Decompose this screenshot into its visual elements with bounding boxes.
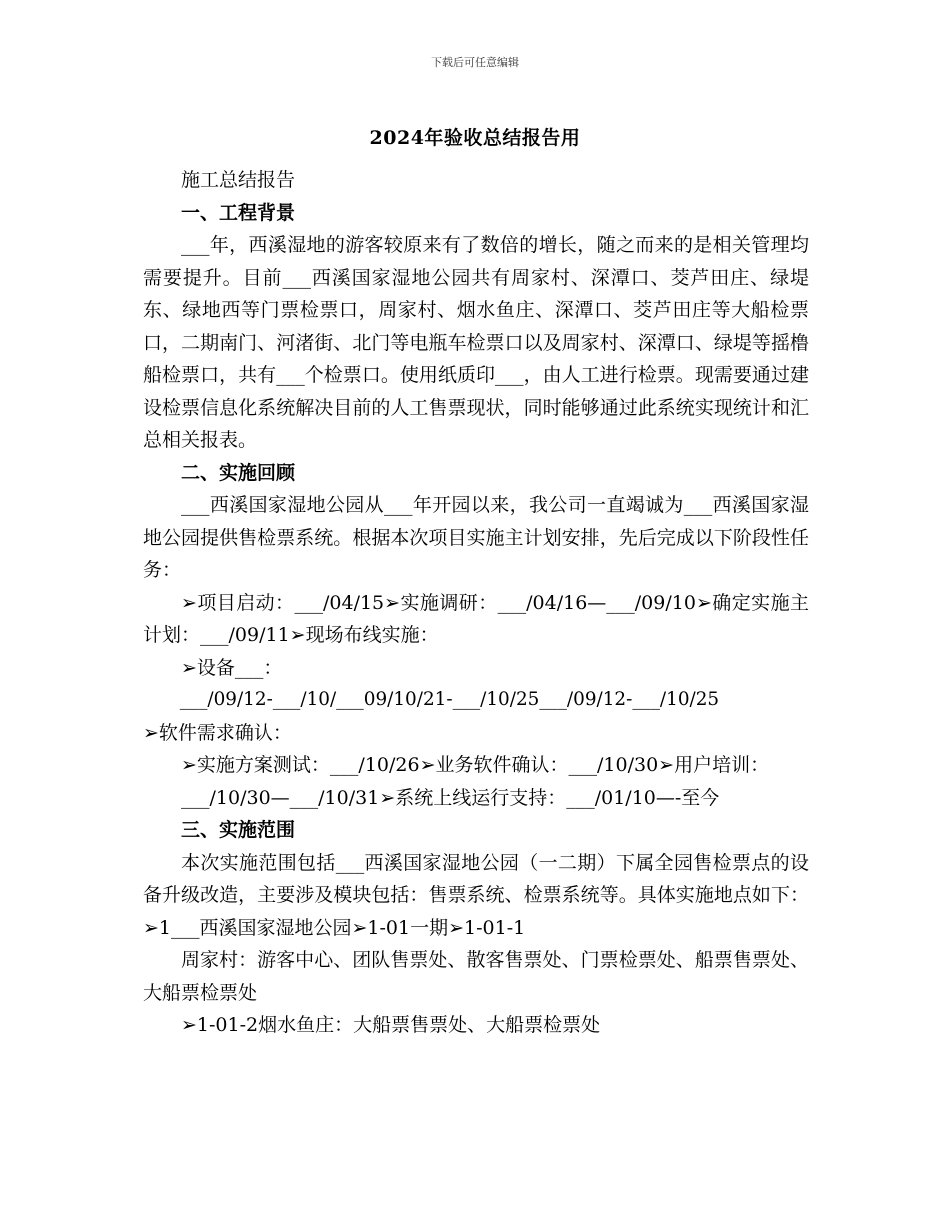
paragraph: ➢软件需求确认： <box>143 721 292 744</box>
paragraph: ➢设备___： <box>181 656 283 679</box>
page-header-note: 下载后可任意编辑 <box>431 56 519 69</box>
document-subtitle: 施工总结报告 <box>181 169 296 191</box>
section-heading: 二、实施回顾 <box>181 461 296 484</box>
paragraph: ➢实施方案测试：___/10/26➢业务软件确认：___/10/30➢用户培训： <box>181 754 770 776</box>
paragraph: ___/09/12-___/10/___09/10/21-___/10/25___/09/12-___/10/25 <box>179 689 720 710</box>
paragraph: 本次实施范围包括___西溪国家湿地公园（一二期）下属全园售检票点的设备升级改造，主要涉及模块包括：售票系统、检票系统等。具体实施地点如下：➢1___西溪国家湿地公园➢1-01一期➢1-01-1 <box>143 851 809 939</box>
paragraph: ➢1-01-2烟水鱼庄：大船票售票处、大船票检票处 <box>181 1014 601 1036</box>
paragraph: ___年，西溪湿地的游客较原来有了数倍的增长，随之而来的是相关管理均需要提升。目前___西溪国家湿地公园共有周家村、深潭口、茭芦田庄、绿堤东、绿地西等门票检票口，周家村、烟水鱼庄、深潭口、茭芦田庄等大船检票口，二期南门、河渚街、北门等电瓶车检票口以及周家村、深潭口、绿堤等摇橹船检票口，共有___个检票口。使用纸质印___，由人工进行检票。现需要通过建设检票信息化系统解决目前的人工售票现状，同时能够通过此系统实现统计和汇总相关报表。 <box>143 234 809 451</box>
document-body <box>143 164 809 1042</box>
paragraph: ➢项目启动：___/04/15➢实施调研：___/04/16—___/09/10➢确定实施主计划：___/09/11➢现场布线实施： <box>143 591 809 646</box>
paragraph: 周家村：游客中心、团队售票处、散客售票处、门票检票处、船票售票处、大船票检票处 <box>143 949 809 1004</box>
paragraph: ___西溪国家湿地公园从___年开园以来，我公司一直竭诚为___西溪国家湿地公园提供售检票系统。根据本次项目实施主计划安排，先后完成以下阶段性任务： <box>143 494 809 581</box>
paragraph: ___/10/30—___/10/31➢系统上线运行支持：___/01/10—-至今 <box>181 786 720 809</box>
document-title: 2024年验收总结报告用 <box>369 127 581 149</box>
section-heading: 一、工程背景 <box>181 201 296 224</box>
section-heading: 三、实施范围 <box>181 819 296 841</box>
